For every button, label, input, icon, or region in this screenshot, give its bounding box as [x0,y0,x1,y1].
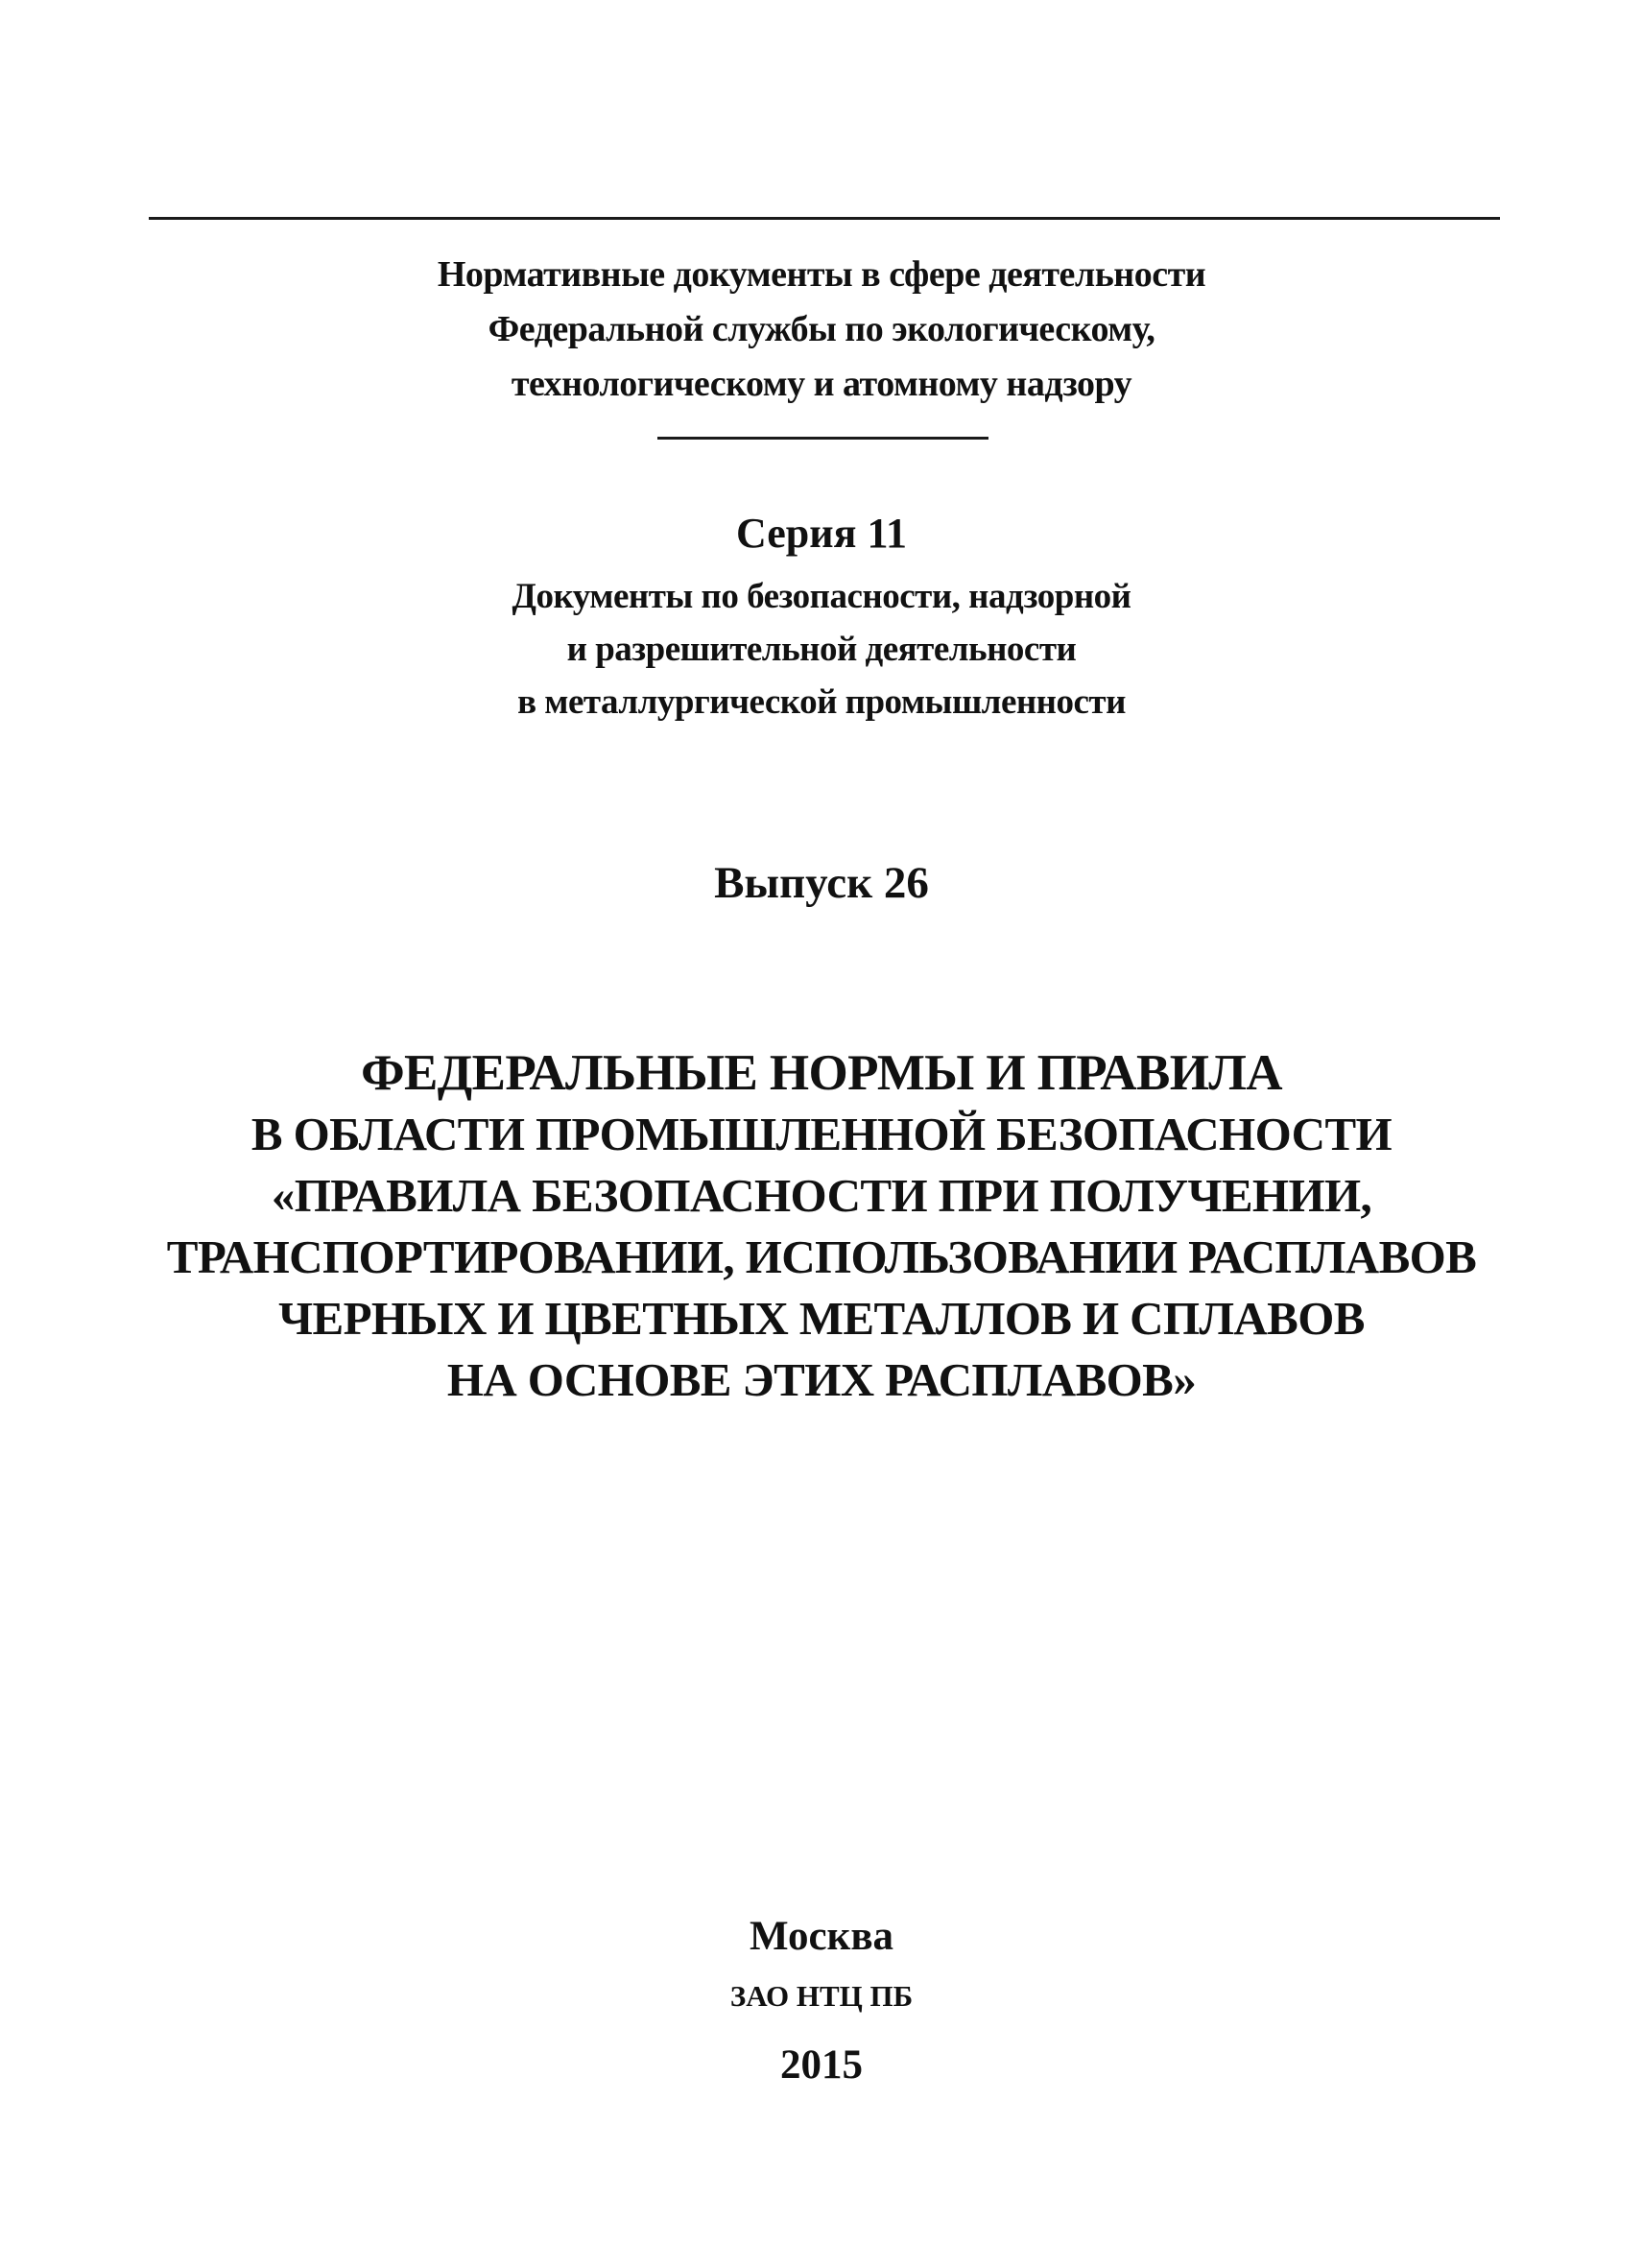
main-title [0,1042,1643,1411]
imprint-publisher [0,1975,1643,2017]
year-text: 2015 [780,2042,863,2088]
series-title-text: Серия 11 [735,510,908,557]
header-line: Нормативные документы в сфере деятельности [437,254,1206,295]
header-line: Федеральной службы по экологическому, [488,309,1155,349]
header-block [0,248,1643,412]
imprint-city [0,1910,1643,1964]
imprint-year [0,2039,1643,2092]
header-line: технологическому и атомному надзору [511,364,1132,404]
top-rule [149,217,1500,220]
series-description-line: в металлургической промышленности [517,682,1126,722]
series-description [0,570,1643,728]
main-title-line: В ОБЛАСТИ ПРОМЫШЛЕННОЙ БЕЗОПАСНОСТИ [250,1108,1393,1160]
series-description-line: Документы по безопасности, надзорной [512,577,1131,616]
main-title-line: НА ОСНОВЕ ЭТИХ РАСПЛАВОВ» [446,1353,1197,1406]
main-title-line: ЧЕРНЫХ И ЦВЕТНЫХ МЕТАЛЛОВ И СПЛАВОВ [278,1292,1365,1345]
main-title-line: ТРАНСПОРТИРОВАНИИ, ИСПОЛЬЗОВАНИИ РАСПЛАВОВ [166,1230,1477,1283]
publisher-text: ЗАО НТЦ ПБ [729,1979,914,2013]
issue-number [0,854,1643,912]
series-description-line: и разрешительной деятельности [566,630,1077,669]
main-title-line: «ПРАВИЛА БЕЗОПАСНОСТИ ПРИ ПОЛУЧЕНИИ, [271,1169,1372,1222]
issue-text: Выпуск 26 [714,858,929,908]
city-text: Москва [749,1914,894,1959]
series-title [0,507,1643,561]
main-title-line: ФЕДЕРАЛЬНЫЕ НОРМЫ И ПРАВИЛА [361,1045,1282,1101]
header-divider [657,437,988,440]
